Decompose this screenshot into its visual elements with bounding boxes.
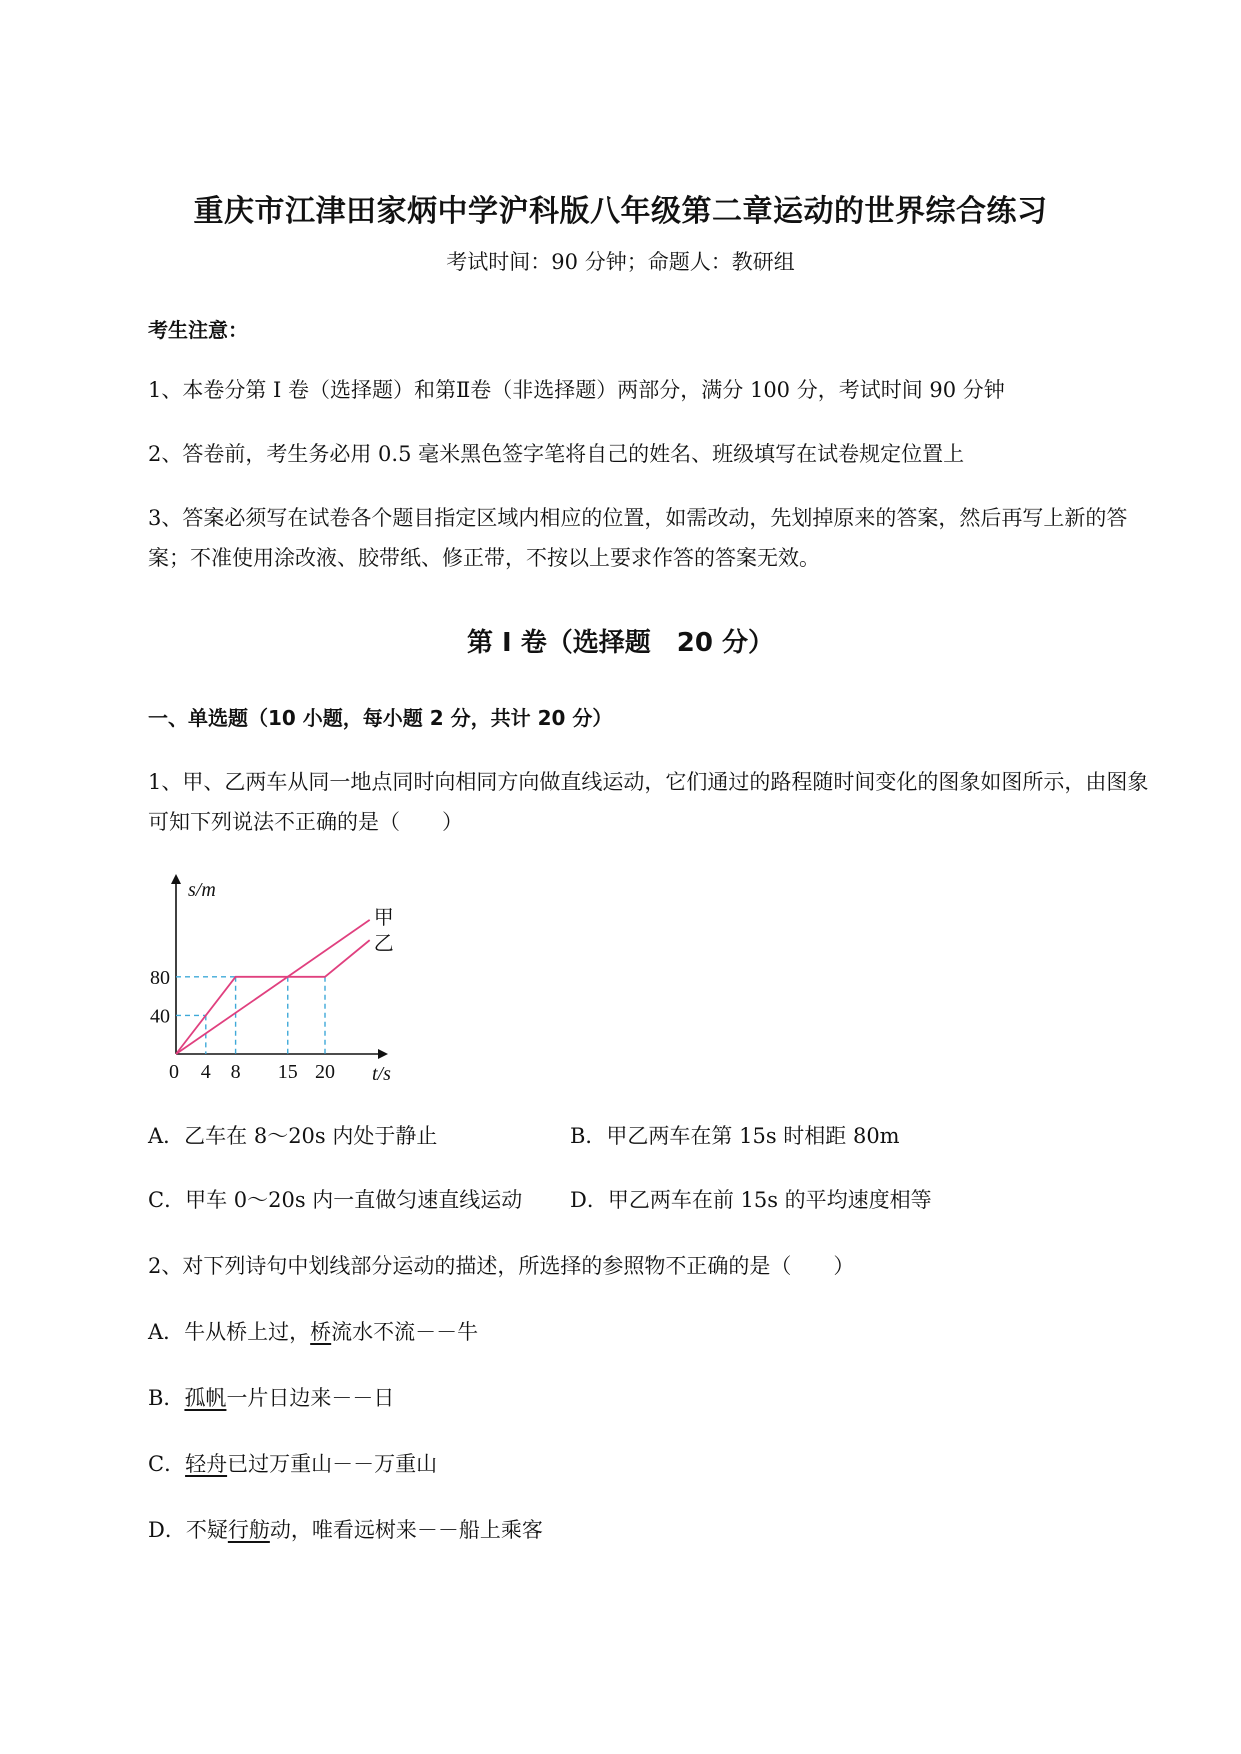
question-1-option-d: D．甲乙两车在前 15s 的平均速度相等 [570,1188,932,1212]
underlined-text: 孤帆 [184,1386,227,1410]
x-tick-label: 15 [277,1061,298,1083]
question-1-option-a: A．乙车在 8～20s 内处于静止 [148,1124,438,1148]
question-2-option-c [148,1448,437,1478]
notice-item-3: 3、答案必须写在试卷各个题目指定区域内相应的位置，如需改动，先划掉原来的答案，然后再写上新的答案；不准使用涂改液、胶带纸、修正带，不按以上要求作答的答案无效。 [148,506,1128,570]
exam-title: 重庆市江津田家炳中学沪科版八年级第二章运动的世界综合练习 [193,194,1048,229]
underlined-text: 桥 [310,1320,332,1344]
question-2-stem: 2、对下列诗句中划线部分运动的描述，所选择的参照物不正确的是（ ） [148,1254,855,1278]
x-axis-arrow [378,1049,388,1059]
subsection-title: 一、单选题（10 小题，每小题 2 分，共计 20 分） [148,706,613,730]
option-letter: D． [148,1518,186,1542]
x-tick-label: 4 [200,1061,211,1083]
x-tick-label: 8 [230,1061,241,1083]
y-tick-label: 80 [150,966,170,989]
x-tick-label: 0 [169,1061,179,1083]
option-text: 牛从桥上过， [184,1320,311,1344]
y-axis-label: s/m [188,879,216,901]
option-text: 一片日边来－－日 [226,1386,395,1410]
section-title: 第 I 卷（选择题 20 分） [466,628,774,658]
notice-heading: 考生注意： [148,318,248,342]
option-text: 动，唯看远树来－－船上乘客 [269,1518,543,1542]
series-label-2: 乙 [373,933,394,956]
series-line-1 [176,920,370,1054]
question-2-option-b [148,1382,394,1412]
distance-time-chart [140,870,460,1090]
option-text: 不疑 [185,1518,228,1542]
question-1-stem: 1、甲、乙两车从同一地点同时向相同方向做直线运动，它们通过的路程随时间变化的图象如图所示，由图象可知下列说法不正确的是（ ） [148,770,1149,834]
question-1-option-c: C．甲车 0～20s 内一直做匀速直线运动 [148,1188,523,1212]
notice-item-2: 2、答卷前，考生务必用 0.5 毫米黑色签字笔将自己的姓名、班级填写在试卷规定位置上 [148,442,965,466]
option-text: 已过万重山－－万重山 [227,1452,438,1476]
x-axis-label: t/s [372,1063,391,1085]
notice-item-1: 1、本卷分第 I 卷（选择题）和第Ⅱ卷（非选择题）两部分，满分 100 分，考试时间 90 分钟 [148,378,1005,402]
option-letter: C． [148,1452,186,1476]
option-text: 流水不流－－牛 [331,1320,479,1344]
underlined-text: 行舫 [227,1518,270,1542]
exam-subtitle: 考试时间：90 分钟；命题人：教研组 [446,250,795,274]
x-tick-label: 20 [315,1061,335,1083]
y-tick-label: 40 [150,1005,170,1028]
underlined-text: 轻舟 [185,1452,228,1476]
series-label-1: 甲 [373,906,394,929]
question-2-option-d [148,1514,543,1544]
question-1-option-b: B．甲乙两车在第 15s 时相距 80m [570,1124,900,1148]
y-axis-arrow [171,874,181,884]
option-letter: B． [148,1386,185,1410]
series-line-2 [176,940,370,1054]
question-2-option-a [148,1316,478,1346]
option-letter: A． [148,1320,185,1344]
